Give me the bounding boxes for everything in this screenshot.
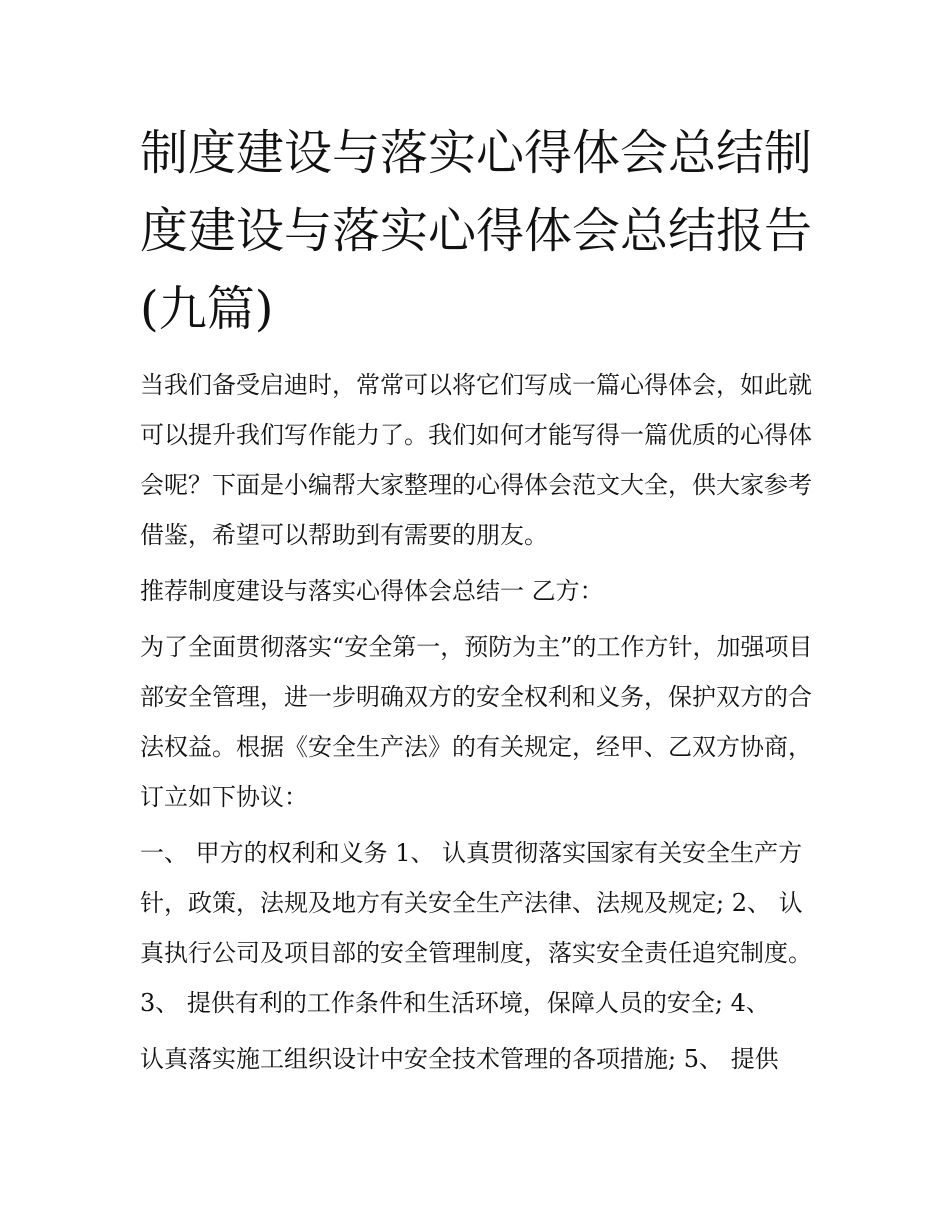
recommendation-heading: 推荐制度建设与落实心得体会总结一 乙方：: [140, 577, 604, 605]
safety-measures-paragraph: 认真落实施工组织设计中安全技术管理的各项措施; 5、 提供: [140, 1045, 779, 1073]
document-title: 制度建设与落实心得体会总结制度建设与落实心得体会总结报告(九篇): [140, 125, 813, 337]
party-a-rights-paragraph: 一、 甲方的权利和义务 1、 认真贯彻落实国家有关安全生产方针，政策，法规及地方有关安全生产法律、法规及规定; 2、 认真执行公司及项目部的安全管理制度，落实安全责任追究制度。 3、 提供有利的工作条件和生活环境，保障人员的安全; 4、: [140, 839, 812, 1017]
document-content: [140, 114, 820, 1084]
intro-paragraph: 当我们备受启迪时，常常可以将它们写成一篇心得体会，如此就可以提升我们写作能力了。我们如何才能写得一篇优质的心得体会呢？下面是小编帮大家整理的心得体会范文大全，供大家参考借鉴，希望可以帮助到有需要的朋友。: [140, 371, 812, 549]
agreement-paragraph: 为了全面贯彻落实“安全第一，预防为主”的工作方针，加强项目部安全管理，进一步明确双方的安全权利和义务，保护双方的合法权益。根据《安全生产法》的有关规定，经甲、乙双方协商，订立如下协议：: [140, 633, 813, 811]
